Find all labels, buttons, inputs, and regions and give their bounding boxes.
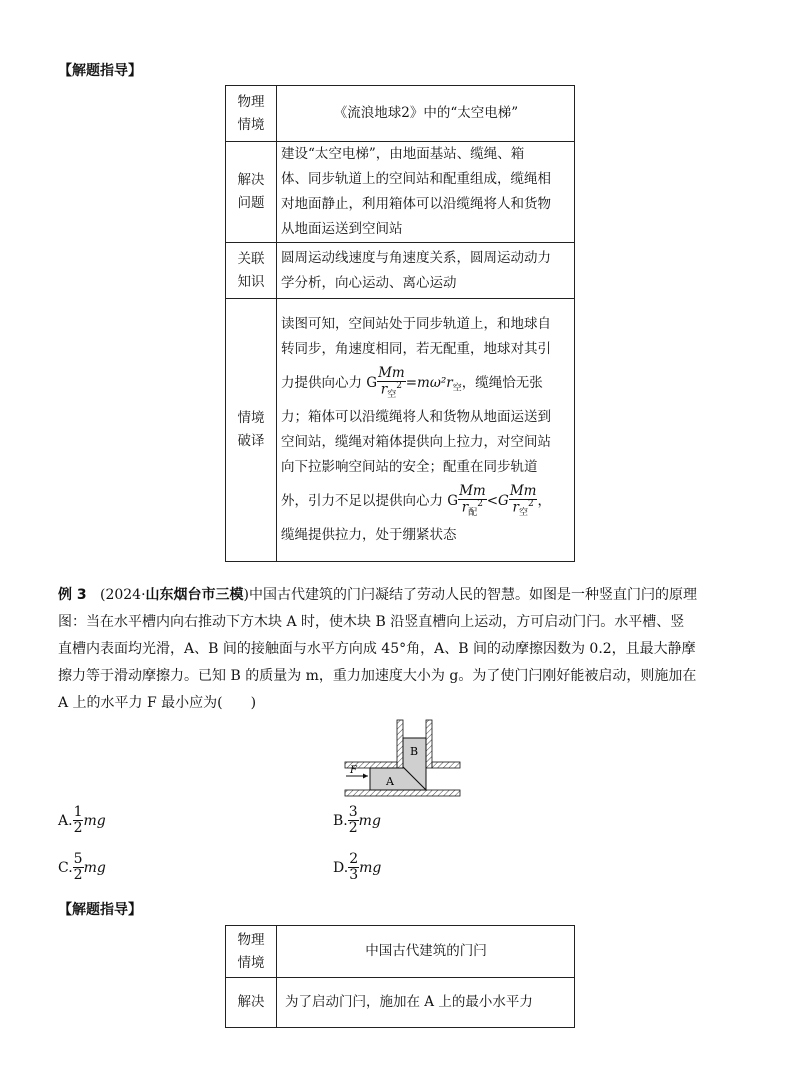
option-d[interactable]: D. $\frac{2}{3}$ mg — [333, 851, 382, 884]
table1-val-3: 圆周运动线速度与角速度关系，圆周运动动力 学分析，向心运动、离心运动 — [277, 243, 575, 299]
option-a[interactable]: A. $\frac{1}{2}$ mg — [58, 804, 106, 837]
heading-solution-guide-2: 【解题指导】 — [58, 902, 142, 918]
heading-solution-guide-1: 【解题指导】 — [58, 63, 142, 79]
table1-key-2: 解决 问题 — [226, 142, 277, 243]
option-c[interactable]: C. $\frac{5}{2}$ mg — [58, 851, 106, 884]
table1-key-4: 情境 破译 — [226, 299, 277, 562]
table2-key-1: 物理 情境 — [226, 926, 277, 978]
formula-fraction-3: $\frac{Mm}{r_空^2}$ — [509, 483, 537, 519]
example-source: 山东烟台市三模 — [145, 587, 244, 603]
table2-key-2: 解决 — [226, 978, 277, 1028]
formula-fraction-1: $\frac{Mm}{r_空^2}$ — [378, 364, 405, 400]
table1-key-1: 物理 情境 — [226, 86, 277, 142]
table2-val-1: 中国古代建筑的门闩 — [277, 926, 575, 978]
table1-val-1: 《流浪地球2》中的“太空电梯” — [277, 86, 575, 142]
table1-val-2: 建设“太空电梯”，由地面基站、缆绳、箱 体、同步轨道上的空间站和配重组成，缆绳相 对地面静止，利用箱体可以沿缆绳将人和货物 从地面运送到空间站 — [277, 142, 575, 243]
door-latch-figure — [340, 718, 464, 800]
guide-table-1 — [225, 85, 575, 562]
label-a: A — [386, 775, 394, 788]
guide-table-2 — [225, 925, 575, 1028]
label-f: F — [350, 765, 357, 776]
table1-val-4: 读图可知，空间站处于同步轨道上，和地球自 转同步，角速度相同，若无配重，地球对其引 力提供向心力 G $\frac{Mm}{r_空^2}$ $=m\omega^2r_空$，缆绳恰无张 力；箱体可以沿缆绳将人和货物从地面运送到 空间站，缆绳对箱体提供向上拉力，对空间站 向下拉影响空间站的安全；配重在同步轨道 外，引力不足以提供向心力 G $\frac{Mm}{r_配^2}$ <G $\frac{Mm}{r_空^2}$ ， 缆绳提供拉力，处于绷紧状态 — [277, 299, 575, 562]
table2-val-2: 为了启动门闩，施加在 A 上的最小水平力 — [277, 978, 575, 1028]
formula-fraction-2: $\frac{Mm}{r_配^2}$ — [459, 483, 486, 519]
example-3-problem: 例 3 (2024·山东烟台市三模)中国古代建筑的门闩凝结了劳动人民的智慧。如图是一种竖直门闩的原理 图：当在水平槽内向右推动下方木块 A 时，使木块 B 沿竖直槽向上运动，方可启动门闩。水平槽、竖 直槽内表面均光滑，A、B 间的接触面与水平方向成 45°角，A、B 间的动摩擦因数为 0.2，且最大静摩 擦力等于滑动摩擦力。已知 B 的质量为 m，重力加速度大小为 g。为了使门闩刚好能被启动，则施加在 A 上的水平力 F 最小应为( ) — [58, 587, 697, 711]
option-b[interactable]: B. $\frac{3}{2}$ mg — [333, 804, 381, 837]
label-b: B — [410, 745, 419, 758]
table1-key-3: 关联 知识 — [226, 243, 277, 299]
